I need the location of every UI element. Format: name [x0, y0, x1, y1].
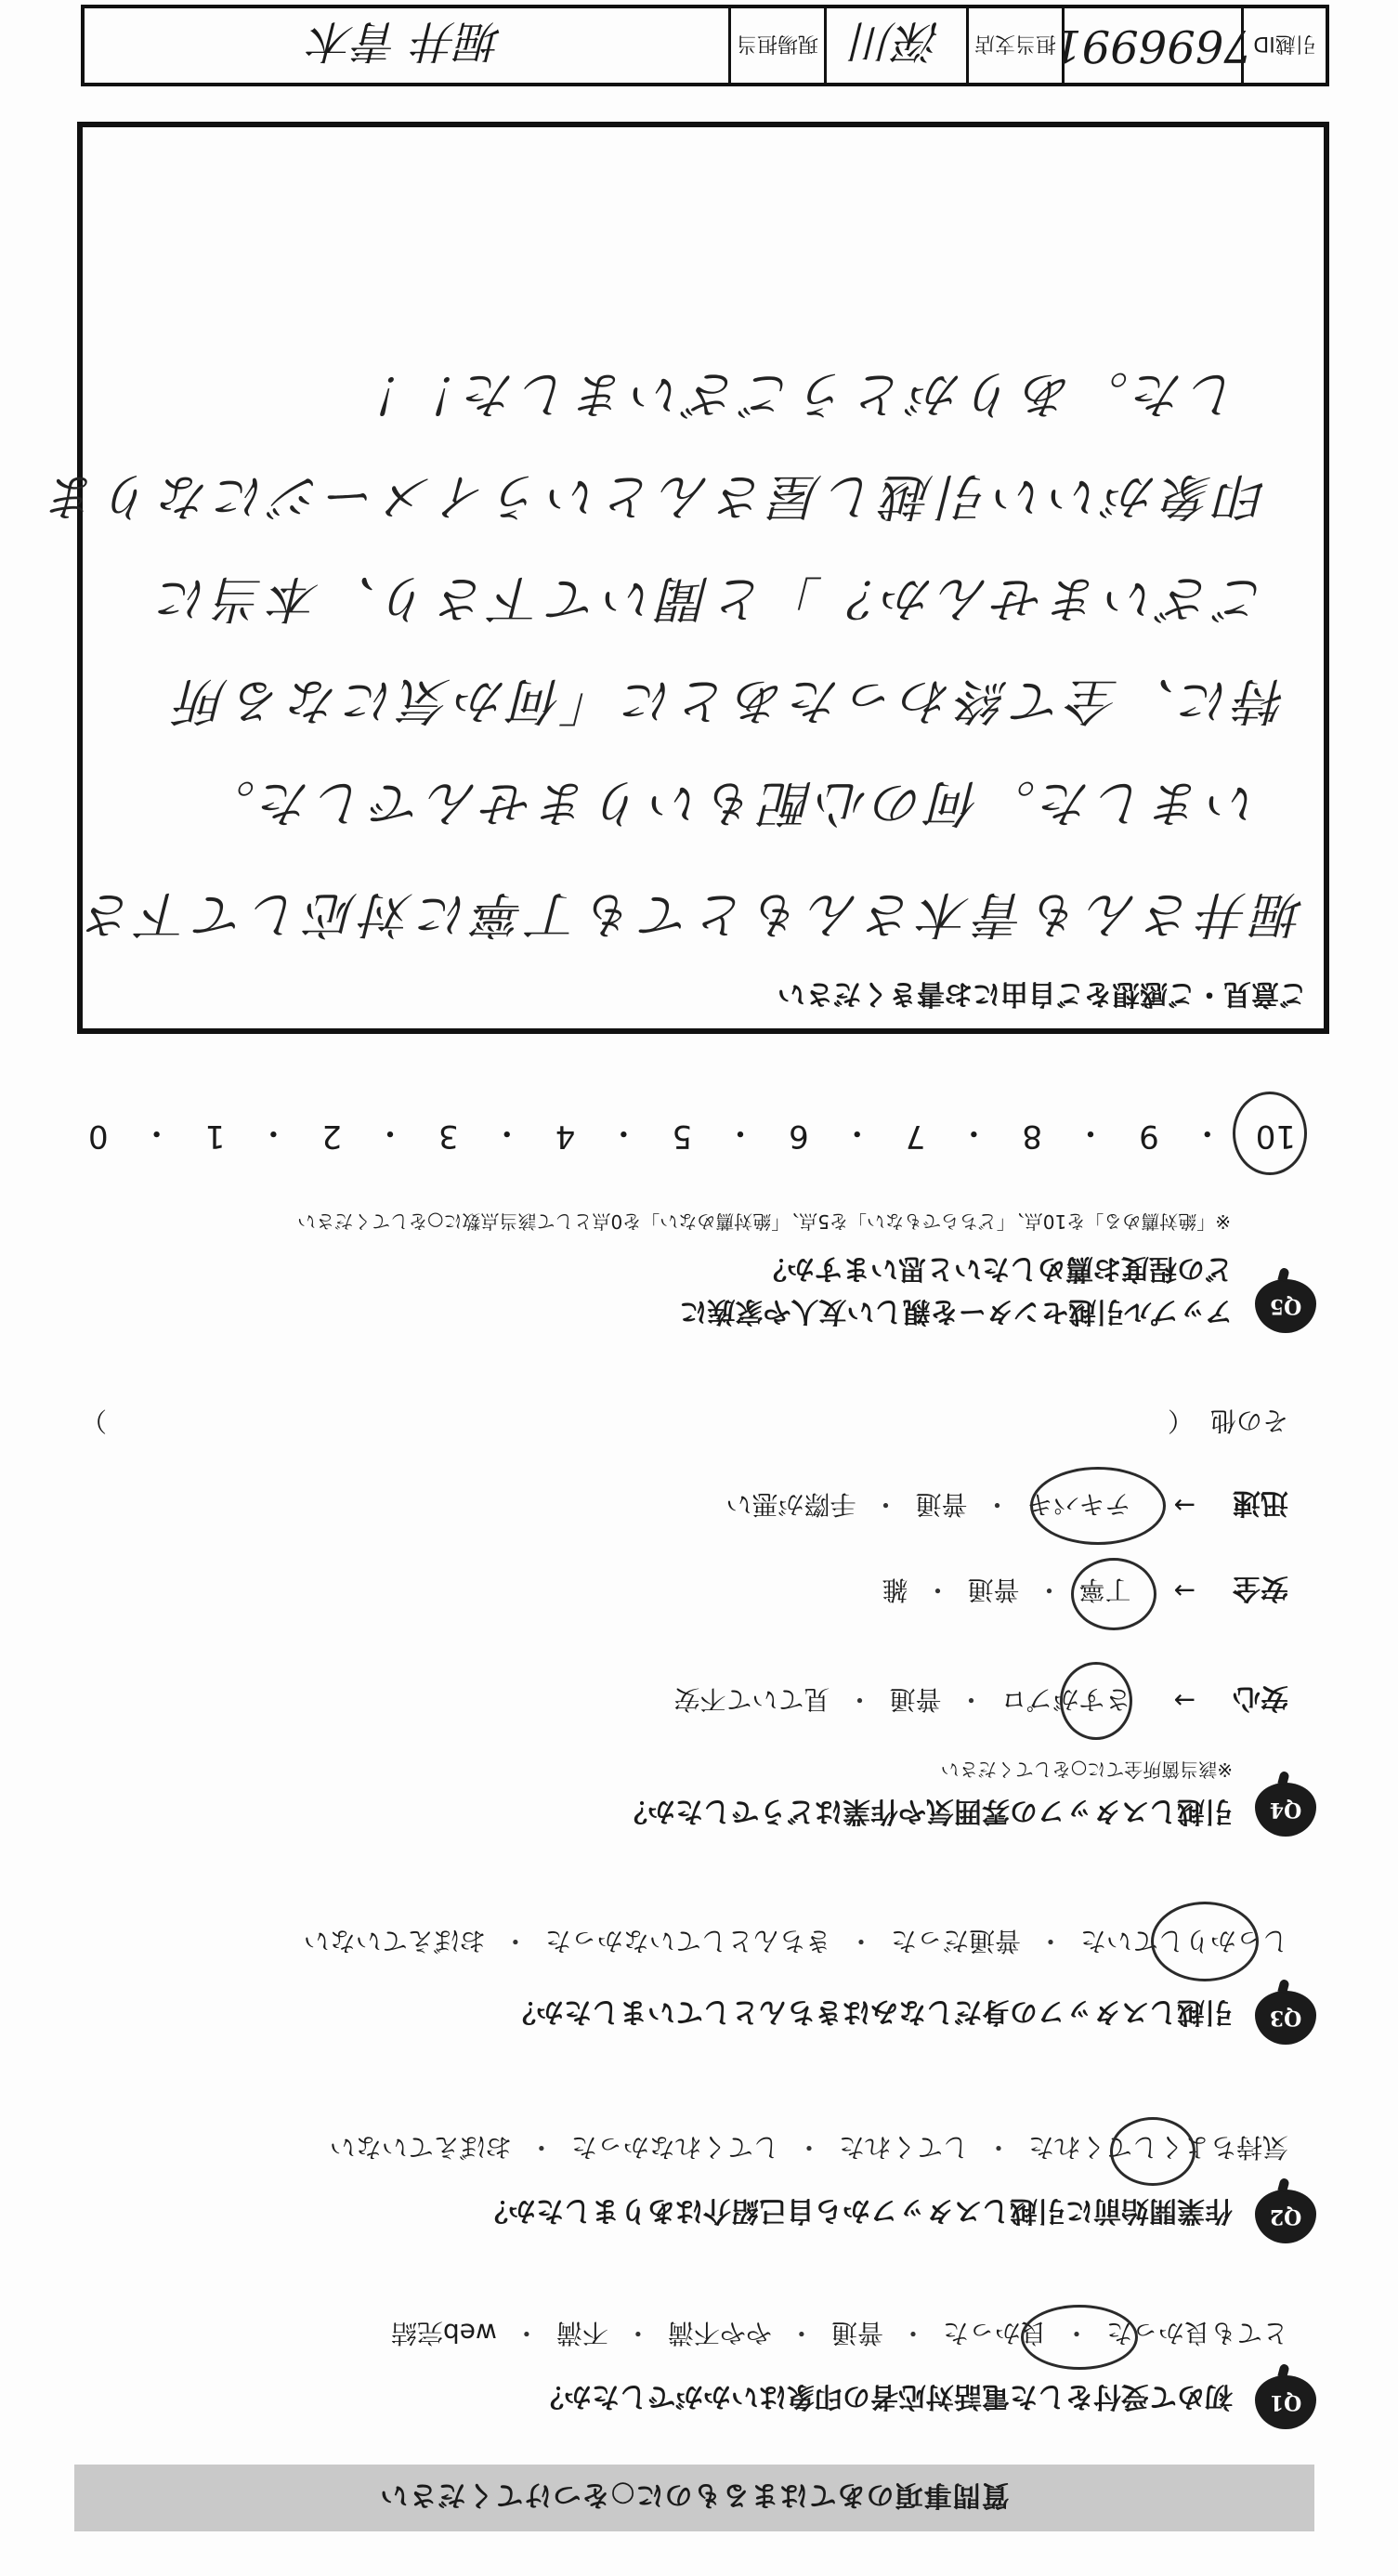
q4-other-row — [81, 1404, 1288, 1441]
leader-label: 現場担当 — [728, 8, 824, 83]
q3-options: しっかりしていた ・ 普通だった ・ きちんとしていなかった ・ おぼえていない — [304, 1924, 1288, 1961]
q4-option[interactable]: 普通 — [967, 1575, 1020, 1605]
q4-text: 引越しスタッフの雰囲気や作業はどうでしたか？ — [620, 1795, 1233, 1827]
q1-options: とても良かった ・ 良かった ・ 普通 ・ やや不満 ・ 不満 ・ web完結 — [391, 2316, 1288, 2353]
q5-scale: 10 ・ 9 ・ 8 ・ 7 ・ 6 ・ 5 ・ 4 ・ 3 ・ 2 ・ 1 ・ 0 — [88, 1114, 1296, 1155]
q4-option-selected[interactable]: 丁寧 — [1078, 1575, 1131, 1605]
q4-jinsoku-circle — [1030, 1467, 1166, 1545]
q2-badge: Q2 — [1255, 2190, 1316, 2243]
q5-text-line1: アップル引越センターを親しい友人や家族に — [679, 1295, 1233, 1327]
q3-selection-circle — [1151, 1902, 1259, 1981]
q1-option[interactable]: 普通 — [830, 2318, 883, 2348]
q4-option-selected[interactable]: テキパキ — [1026, 1489, 1131, 1520]
q4-option[interactable]: 普通 — [915, 1489, 968, 1520]
scale-9[interactable]: 9 — [1139, 1118, 1159, 1155]
comment-title: ご意見・ご感想をご自由にお書きください — [777, 977, 1307, 1010]
q3-text: 引越しスタッフの身だしなみはきちんとしていましたか？ — [508, 1995, 1233, 2028]
comment-line-4: ございませんか？」と聞いて下さり、本当に — [153, 569, 1268, 628]
comment-box — [43, 122, 1329, 1034]
id-value: 7696991 — [1062, 8, 1241, 83]
q4-note: ※該当箇所全てに○をしてください — [940, 1759, 1233, 1781]
q3-option[interactable]: おぼえていない — [303, 1926, 486, 1956]
q3-badge: Q3 — [1255, 1991, 1316, 2045]
q3-option-selected[interactable]: しっかりしていた — [1079, 1926, 1288, 1956]
q2-selection-circle — [1110, 2117, 1195, 2186]
q4-other-label: その他 — [1209, 1406, 1288, 1436]
q1-option[interactable]: とても良かった — [1105, 2318, 1288, 2348]
instruction-banner — [74, 2465, 1314, 2531]
q1-badge: Q1 — [1255, 2375, 1316, 2429]
q5-selection-circle — [1233, 1092, 1307, 1175]
comment-line-5: 印象がいい引越し屋さんというイメージになりま — [43, 467, 1268, 526]
q1-option[interactable]: やや不満 — [667, 2318, 772, 2348]
q4-row-label: 安心 — [1233, 1681, 1288, 1714]
comment-line-6: した。ありがとうございました！！ — [348, 365, 1240, 424]
q1-option-selected[interactable]: 良かった — [942, 2318, 1047, 2348]
id-label: 引越ID — [1241, 8, 1326, 83]
q4-other-open: （ — [1167, 1406, 1194, 1436]
q4-option[interactable]: 見ていて不安 — [673, 1684, 830, 1715]
q1-selection-circle — [1021, 2305, 1138, 2370]
scale-6[interactable]: 6 — [789, 1118, 809, 1155]
footer-id-table — [81, 5, 1329, 86]
comment-line-2: いました。何の心配もいりませんでした。 — [200, 774, 1259, 832]
leader-value: 堀井 青木 — [309, 15, 503, 68]
q2-option[interactable]: してくれなかった — [570, 2132, 779, 2163]
q4-row-label: 迅速 — [1233, 1486, 1288, 1519]
scale-2[interactable]: 2 — [321, 1118, 342, 1155]
q4-row-jinsoku: 迅速 → テキパキ ・ 普通 ・ 手際が悪い — [725, 1485, 1288, 1526]
q2-option[interactable]: してくれた — [838, 2132, 969, 2163]
q2-option-selected[interactable]: 気持ちよくしてくれた — [1027, 2132, 1288, 2163]
q1-option[interactable]: 不満 — [555, 2318, 608, 2348]
q4-row-anzen: 安全 → 丁寧 ・ 普通 ・ 雑 — [882, 1571, 1288, 1612]
q5-text-line2: どの程度お薦めしたいと思いますか？ — [759, 1252, 1233, 1285]
q5-badge: Q5 — [1255, 1279, 1316, 1333]
q4-badge: Q4 — [1255, 1783, 1316, 1837]
q3-option[interactable]: 普通だった — [890, 1926, 1021, 1956]
q1-option[interactable]: web完結 — [390, 2318, 497, 2348]
scale-7[interactable]: 7 — [905, 1118, 926, 1155]
q4-option[interactable]: 雑 — [882, 1575, 908, 1605]
scale-0[interactable]: 0 — [88, 1118, 109, 1155]
q4-anzen-circle — [1071, 1558, 1156, 1630]
instruction-text: 質問事項のあてはまるものに○をつけてください — [379, 2478, 1010, 2511]
q4-other-close: ） — [81, 1406, 108, 1436]
comment-line-3: 特に、全て終わったあとに「何か気になる所 — [172, 672, 1287, 730]
scale-8[interactable]: 8 — [1022, 1118, 1043, 1155]
scale-3[interactable]: 3 — [438, 1118, 459, 1155]
q1-text: 初めて受付をした電話対応者の印象はいかがでしたか？ — [536, 2380, 1233, 2413]
q5-note: ※「絶対薦める」を10点、「どちらでもない」を5点、「絶対薦めない」を0点として該当点数に○をしてください — [297, 1210, 1231, 1233]
scale-1[interactable]: 1 — [204, 1118, 226, 1155]
q4-anshin-circle — [1060, 1662, 1132, 1740]
q3-option[interactable]: きちんとしていなかった — [544, 1926, 831, 1956]
comment-line-1: 堀井さんも青木さんもとても丁寧に対応して下さ — [79, 885, 1305, 944]
scale-4[interactable]: 4 — [555, 1118, 576, 1155]
branch-label: 担当支店 — [966, 8, 1062, 83]
scale-5[interactable]: 5 — [672, 1118, 693, 1155]
q4-row-anshin: 安心 → さすがプロ ・ 普通 ・ 見ていて不安 — [673, 1680, 1288, 1721]
q2-option[interactable]: おぼえていない — [329, 2132, 512, 2163]
q4-row-label: 安全 — [1233, 1572, 1288, 1604]
q4-option-selected[interactable]: さすがプロ — [1000, 1684, 1131, 1715]
q2-options: 気持ちよくしてくれた ・ してくれた ・ してくれなかった ・ おぼえていない — [330, 2130, 1288, 2167]
scale-10[interactable]: 10 — [1255, 1118, 1296, 1155]
q4-option[interactable]: 普通 — [889, 1684, 942, 1715]
branch-value: 深川 — [824, 8, 966, 83]
q4-option[interactable]: 手際が悪い — [725, 1489, 856, 1520]
q2-text: 作業開始前に引越しスタッフから自己紹介はありましたか？ — [480, 2194, 1233, 2227]
